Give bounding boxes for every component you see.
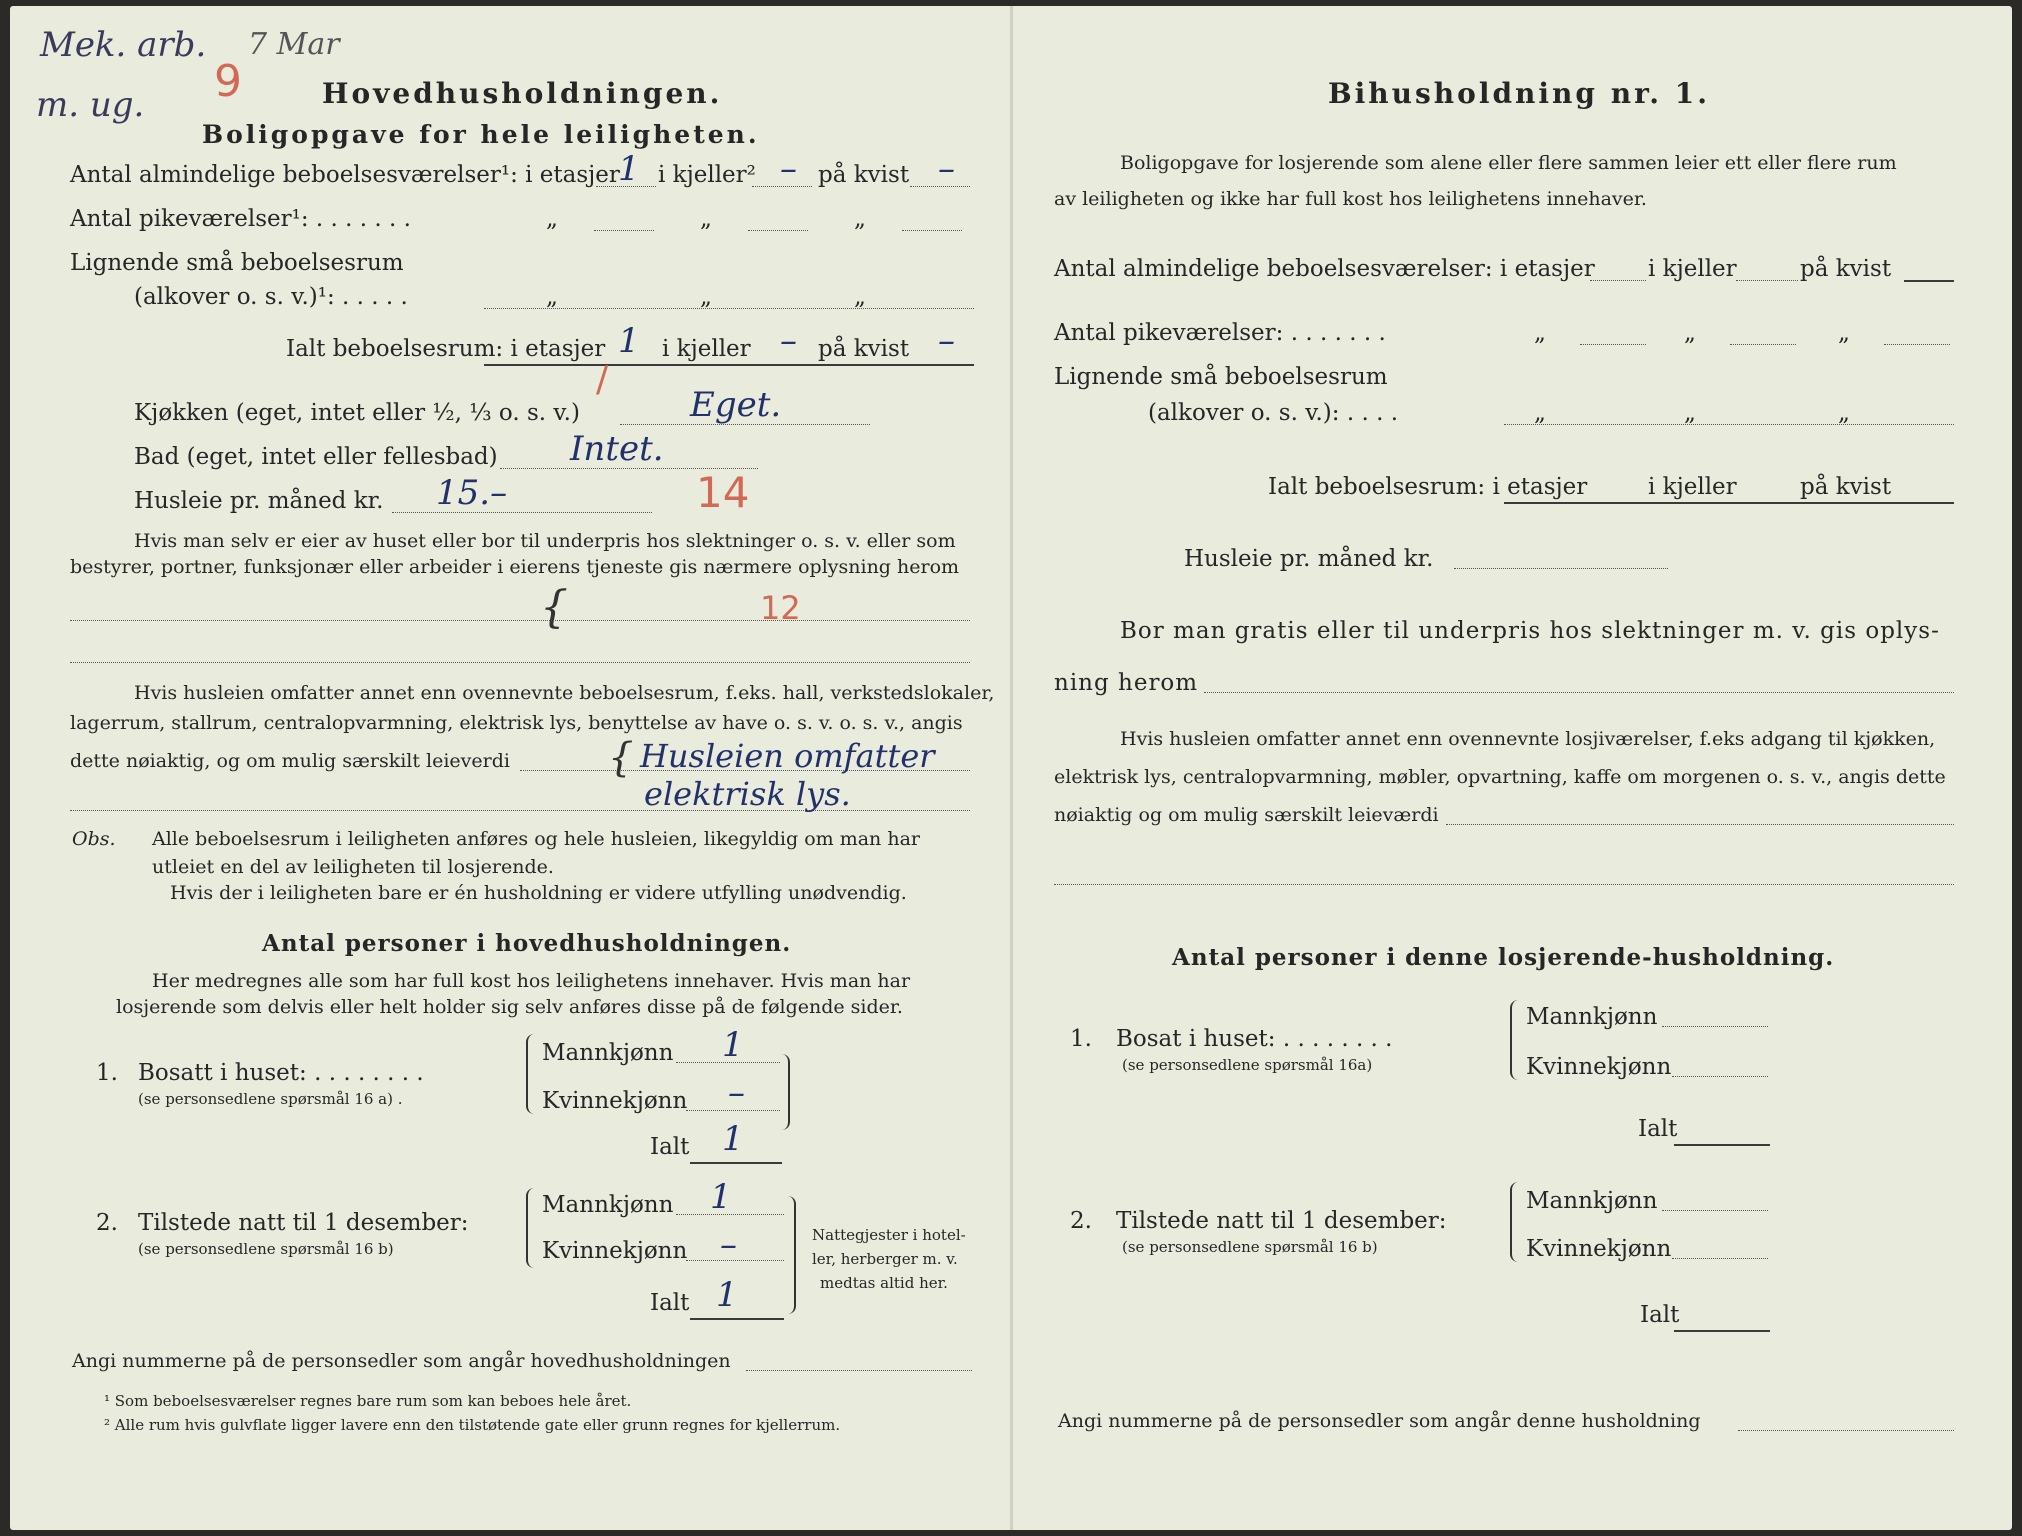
lodger-q2-female-field[interactable] bbox=[1672, 1258, 1768, 1259]
free-living-text-1: Bor man gratis eller til underpris hos slektninger m. v. gis oplys- bbox=[1120, 618, 1940, 644]
lodger-q2-total-field[interactable] bbox=[1674, 1330, 1770, 1332]
q1-female-value: – bbox=[728, 1073, 745, 1113]
lodger-q2-label: Tilstede natt til 1 desember: bbox=[1116, 1208, 1447, 1234]
lodger-total-underline bbox=[1504, 502, 1954, 504]
lodger-extras-2: elektrisk lys, centralopvarmning, møbler, opvartning, kaffe om morgenen o. s. v., angis dette bbox=[1054, 766, 1946, 788]
lodger-extras-field-2[interactable] bbox=[1054, 884, 1954, 885]
lodger-q1-female-field[interactable] bbox=[1672, 1076, 1768, 1077]
obs-text-1: Alle beboelsesrum i leiligheten anføres og hele husleien, likegyldig om man har bbox=[152, 828, 920, 850]
q2-right-brace bbox=[784, 1196, 796, 1314]
q2-female-value: – bbox=[720, 1225, 737, 1265]
total-kvist-label: på kvist bbox=[818, 336, 910, 362]
q2-number: 2. bbox=[96, 1210, 118, 1236]
lodger-rooms-label: Antal almindelige beboelsesværelser: i etasjer bbox=[1054, 256, 1595, 282]
q2-total-value: 1 bbox=[716, 1275, 738, 1315]
rooms-kvist-label: på kvist bbox=[818, 162, 910, 188]
extras-value-1: Husleien omfatter bbox=[640, 737, 935, 775]
red-check-mark: / bbox=[596, 359, 609, 400]
lodger-q1-total-label: Ialt bbox=[1638, 1116, 1678, 1142]
lodger-rent-label: Husleie pr. måned kr. bbox=[1184, 546, 1434, 572]
lodger-total-kvist-label: på kvist bbox=[1800, 474, 1892, 500]
q1-male-value: 1 bbox=[722, 1025, 744, 1065]
q2-label: Tilstede natt til 1 desember: bbox=[138, 1210, 469, 1236]
obs-label: Obs. bbox=[72, 828, 116, 850]
lodger-kvist-label: på kvist bbox=[1800, 256, 1892, 282]
q1-sub: (se personsedlene spørsmål 16 a) . bbox=[138, 1090, 403, 1108]
lodger-kjeller-label: i kjeller bbox=[1648, 256, 1737, 282]
lodger-total-kjeller-label: i kjeller bbox=[1648, 474, 1737, 500]
q2-total-label: Ialt bbox=[650, 1290, 690, 1316]
owner-field-1[interactable] bbox=[70, 620, 970, 621]
lodger-kjeller-field[interactable] bbox=[1736, 280, 1798, 281]
extras-text-2: lagerrum, stallrum, centralopvarmning, elektrisk lys, benyttelse av have o. s. v. o. s. v., angis bbox=[70, 712, 963, 734]
owner-field-2[interactable] bbox=[70, 662, 970, 663]
maid-kjeller-field[interactable] bbox=[748, 230, 808, 231]
ditto-mark: „ bbox=[1684, 320, 1696, 346]
q2-sub: (se personsedlene spørsmål 16 b) bbox=[138, 1240, 394, 1258]
lodger-q2-total-label: Ialt bbox=[1640, 1302, 1680, 1328]
lodger-q2-male-field[interactable] bbox=[1662, 1210, 1768, 1211]
rent-value: 15.– bbox=[436, 473, 508, 513]
lodger-maid-etasjer[interactable] bbox=[1580, 344, 1646, 345]
small-rooms-label: Lignende små beboelsesrum bbox=[70, 250, 404, 276]
lodger-q1-male-field[interactable] bbox=[1662, 1026, 1768, 1027]
lodger-q1-number: 1. bbox=[1070, 1026, 1092, 1052]
total-kvist-value: – bbox=[938, 321, 955, 361]
lodger-persons-title: Antal personer i denne losjerende-husholdning. bbox=[1172, 944, 1835, 971]
free-living-text-2: ning herom bbox=[1054, 670, 1199, 696]
extras-text-3: dette nøiaktig, og om mulig særskilt leieverdi bbox=[70, 750, 510, 772]
rooms-kvist-value: – bbox=[938, 149, 955, 189]
extras-value-2: elektrisk lys. bbox=[644, 775, 851, 813]
alcove-label: (alkover o. s. v.)¹: . . . . . bbox=[134, 284, 408, 310]
ditto-mark: „ bbox=[546, 206, 558, 232]
rooms-label: Antal almindelige beboelsesværelser¹: i etasjer bbox=[70, 162, 620, 188]
lodger-total-label: Ialt beboelsesrum: i etasjer bbox=[1268, 474, 1588, 500]
free-living-field[interactable] bbox=[1204, 692, 1954, 693]
lodger-q1-female-label: Kvinnekjønn bbox=[1526, 1054, 1672, 1080]
owner-brace: { bbox=[540, 582, 568, 633]
q2-male-value: 1 bbox=[710, 1177, 732, 1217]
lodger-maid-label: Antal pikeværelser: . . . . . . . bbox=[1054, 320, 1386, 346]
ditto-mark: „ bbox=[854, 284, 866, 310]
lodger-kvist-field[interactable] bbox=[1904, 280, 1954, 282]
page-title: Hovedhusholdningen. bbox=[322, 77, 723, 110]
ditto-mark: „ bbox=[700, 284, 712, 310]
q1-number: 1. bbox=[96, 1060, 118, 1086]
q1-female-label: Kvinnekjønn bbox=[542, 1088, 688, 1114]
footnote-1: ¹ Som beboelsesværelser regnes bare rum som kan beboes hele året. bbox=[104, 1392, 632, 1410]
q2-total-field[interactable] bbox=[690, 1318, 784, 1320]
total-kjeller-value: – bbox=[780, 321, 797, 361]
maid-kvist-field[interactable] bbox=[902, 230, 962, 231]
lodger-q1-total-field[interactable] bbox=[1674, 1144, 1770, 1146]
ditto-mark: „ bbox=[546, 284, 558, 310]
lodger-etasjer-field[interactable] bbox=[1590, 280, 1646, 281]
lodger-q1-sub: (se personsedlene spørsmål 16a) bbox=[1122, 1056, 1373, 1074]
persons-text-2: losjerende som delvis eller helt holder sig selv anføres disse på de følgende sider. bbox=[116, 996, 903, 1018]
lodger-extras-3: nøiaktig og om mulig særskilt leieværdi bbox=[1054, 804, 1439, 826]
obs-text-3: Hvis der i leiligheten bare er én husholdning er videre utfylling unødvendig. bbox=[170, 882, 907, 904]
lodger-maid-kjeller[interactable] bbox=[1730, 344, 1796, 345]
lodger-alcove-field[interactable] bbox=[1504, 424, 1954, 425]
night-guest-note-3: medtas altid her. bbox=[820, 1274, 948, 1292]
q1-total-label: Ialt bbox=[650, 1134, 690, 1160]
sub-household-title: Bihusholdning nr. 1. bbox=[1328, 77, 1710, 110]
lodger-extras-1: Hvis husleien omfatter annet enn ovennevnte losjiværelser, f.eks adgang til kjøkken, bbox=[1120, 728, 1936, 750]
margin-red-number: 9 bbox=[214, 56, 242, 107]
lodger-q1-male-label: Mannkjønn bbox=[1526, 1004, 1658, 1030]
q1-male-label: Mannkjønn bbox=[542, 1040, 674, 1066]
extras-text-1: Hvis husleien omfatter annet enn ovennevnte beboelsesrum, f.eks. hall, verkstedslokaler, bbox=[134, 682, 995, 704]
q1-total-value: 1 bbox=[722, 1119, 744, 1159]
rooms-kjeller-value: – bbox=[780, 149, 797, 189]
ditto-mark: „ bbox=[1534, 320, 1546, 346]
footnote-2: ² Alle rum hvis gulvflate ligger lavere enn den tilstøtende gate eller grunn regnes for kjellerrum. bbox=[104, 1416, 841, 1434]
bath-value: Intet. bbox=[570, 429, 664, 469]
rent-label: Husleie pr. måned kr. bbox=[134, 488, 384, 514]
total-rooms-label: Ialt beboelsesrum: i etasjer bbox=[286, 336, 606, 362]
maid-rooms-label: Antal pikeværelser¹: . . . . . . . bbox=[70, 206, 411, 232]
owner-text-1: Hvis man selv er eier av huset eller bor til underpris hos slektninger o. s. v. eller som bbox=[134, 530, 956, 552]
q2-male-label: Mannkjønn bbox=[542, 1192, 674, 1218]
q1-label: Bosatt i huset: . . . . . . . . bbox=[138, 1060, 424, 1086]
maid-etasjer-field[interactable] bbox=[594, 230, 654, 231]
lodger-extras-field-1[interactable] bbox=[1446, 824, 1954, 825]
lodger-q2-sub: (se personsedlene spørsmål 16 b) bbox=[1122, 1238, 1378, 1256]
rooms-kjeller-label: i kjeller² bbox=[658, 162, 756, 188]
ditto-mark: „ bbox=[700, 206, 712, 232]
rooms-etasjer-value: 1 bbox=[618, 149, 640, 189]
total-etasjer-value: 1 bbox=[618, 321, 640, 361]
night-guest-note-2: ler, herberger m. v. bbox=[812, 1250, 958, 1268]
lodger-slip-numbers-label: Angi nummerne på de personsedler som angår denne husholdning bbox=[1058, 1410, 1701, 1432]
bath-label: Bad (eget, intet eller fellesbad) bbox=[134, 444, 498, 470]
total-kjeller-label: i kjeller bbox=[662, 336, 751, 362]
lodger-q1-brace bbox=[1510, 1000, 1522, 1080]
lodger-intro-1: Boligopgave for losjerende som alene eller flere sammen leier ett eller flere rum bbox=[1120, 152, 1897, 174]
alcove-field[interactable] bbox=[484, 308, 974, 309]
ditto-mark: „ bbox=[854, 206, 866, 232]
owner-red-note: 12 bbox=[760, 589, 801, 627]
q1-right-brace bbox=[778, 1054, 790, 1130]
persons-text-1: Her medregnes alle som har full kost hos leilighetens innehaver. Hvis man har bbox=[152, 970, 911, 992]
lodger-q1-label: Bosat i huset: . . . . . . . . bbox=[1116, 1026, 1393, 1052]
obs-text-2: utleiet en del av leiligheten til losjerende. bbox=[152, 856, 554, 878]
margin-note-mug: m. ug. bbox=[36, 85, 145, 125]
margin-note-date: 7 Mar bbox=[248, 27, 340, 62]
lodger-q2-male-label: Mannkjønn bbox=[1526, 1188, 1658, 1214]
night-guest-note-1: Nattegjester i hotel- bbox=[812, 1226, 966, 1244]
extras-brace: { bbox=[608, 735, 634, 781]
q1-total-field[interactable] bbox=[690, 1162, 782, 1164]
lodger-rent-field[interactable] bbox=[1454, 568, 1668, 569]
ditto-mark: „ bbox=[1838, 400, 1850, 426]
ditto-mark: „ bbox=[1684, 400, 1696, 426]
total-underline bbox=[484, 364, 974, 366]
slip-numbers-label: Angi nummerne på de personsedler som angår hovedhusholdningen bbox=[72, 1350, 731, 1372]
lodger-intro-2: av leiligheten og ikke har full kost hos leilighetens innehaver. bbox=[1054, 188, 1647, 210]
persons-title: Antal personer i hovedhusholdningen. bbox=[262, 930, 792, 957]
lodger-q2-female-label: Kvinnekjønn bbox=[1526, 1236, 1672, 1262]
margin-note-mek: Mek. arb. bbox=[40, 25, 207, 65]
rent-red-note: 14 bbox=[696, 468, 750, 517]
ditto-mark: „ bbox=[1838, 320, 1850, 346]
page-subtitle: Boligopgave for hele leiligheten. bbox=[202, 120, 760, 149]
lodger-q2-brace bbox=[1510, 1182, 1522, 1262]
kitchen-label: Kjøkken (eget, intet eller ½, ⅓ o. s. v.) bbox=[134, 400, 580, 426]
lodger-maid-kvist[interactable] bbox=[1884, 344, 1950, 345]
q2-brace bbox=[526, 1188, 538, 1268]
lodger-q2-number: 2. bbox=[1070, 1208, 1092, 1234]
slip-numbers-field[interactable] bbox=[746, 1370, 972, 1371]
q2-female-label: Kvinnekjønn bbox=[542, 1238, 688, 1264]
lodger-small-rooms-label: Lignende små beboelsesrum bbox=[1054, 364, 1388, 390]
q1-brace bbox=[526, 1034, 538, 1114]
ditto-mark: „ bbox=[1534, 400, 1546, 426]
kitchen-value: Eget. bbox=[690, 385, 782, 425]
rent-field[interactable] bbox=[392, 512, 652, 513]
owner-text-2: bestyrer, portner, funksjonær eller arbeider i eierens tjeneste gis nærmere oplysning herom bbox=[70, 556, 960, 578]
lodger-slip-numbers-field[interactable] bbox=[1738, 1430, 1954, 1431]
page-fold bbox=[1010, 6, 1013, 1530]
lodger-alcove-label: (alkover o. s. v.): . . . . bbox=[1148, 400, 1399, 426]
